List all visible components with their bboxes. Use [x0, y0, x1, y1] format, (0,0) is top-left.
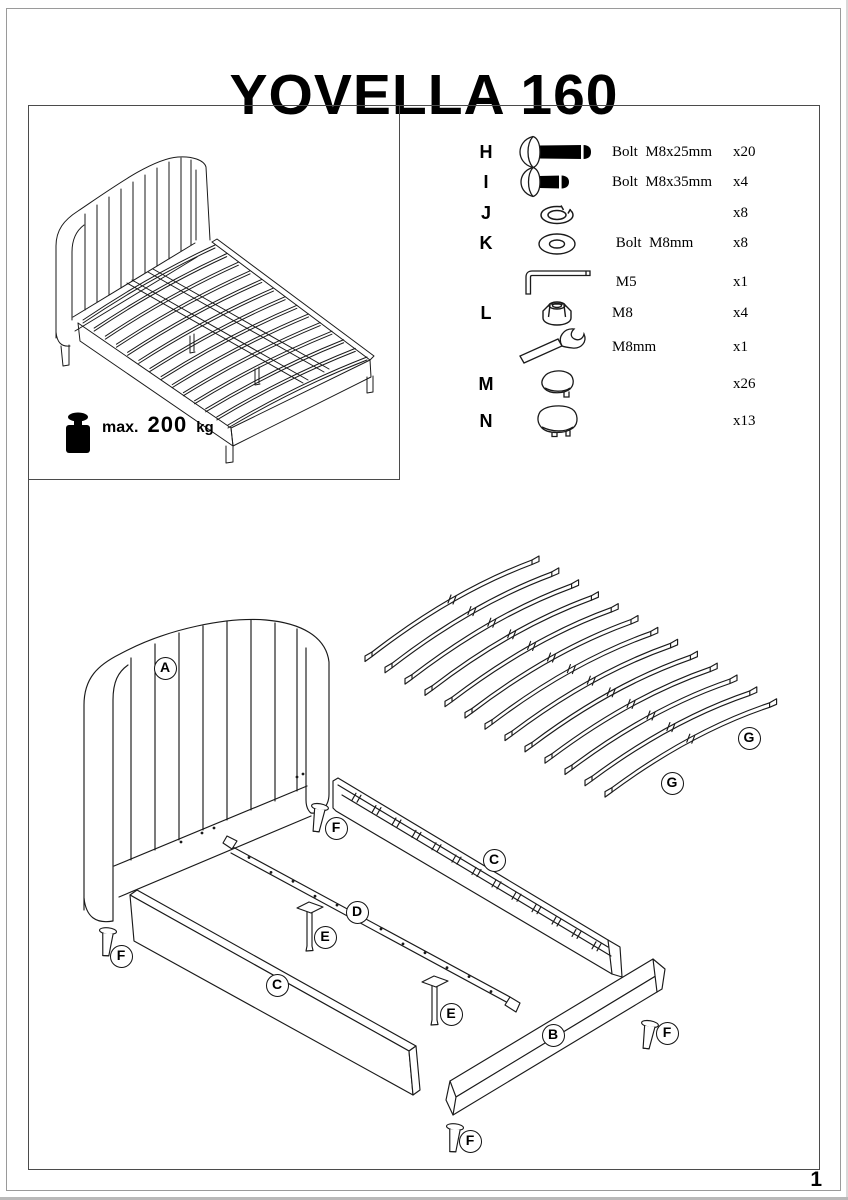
cap-small-icon	[512, 364, 602, 404]
hardware-row	[430, 265, 822, 299]
diagram-label-D: D	[346, 901, 369, 924]
diagram-label-B: B	[542, 1024, 565, 1047]
diagram-label-E: E	[314, 926, 337, 949]
part-letter: H	[479, 142, 493, 162]
hardware-row	[430, 196, 822, 230]
part-quantity: x4	[733, 174, 748, 190]
hardware-row	[430, 135, 822, 169]
hardware-row	[430, 330, 822, 364]
max-load-prefix: max.	[102, 419, 139, 436]
part-quantity: x8	[733, 235, 748, 251]
diagram-label-F: F	[110, 945, 133, 968]
max-load-unit: kg	[196, 419, 214, 436]
part-quantity: x8	[733, 205, 748, 221]
part-quantity: x26	[733, 376, 756, 392]
page-number: 1	[810, 1168, 822, 1191]
diagram-label-F: F	[325, 817, 348, 840]
hardware-row	[430, 226, 822, 260]
hardware-row	[430, 296, 822, 330]
part-description: M5	[612, 274, 637, 290]
part-letter: I	[483, 172, 489, 192]
part-letter: N	[479, 411, 493, 431]
hardware-row	[430, 404, 822, 438]
slats-part	[365, 556, 777, 797]
hardware-list	[430, 105, 822, 480]
part-description: Bolt M8mm	[612, 235, 694, 251]
part-quantity: x13	[733, 413, 756, 429]
part-quantity: x1	[733, 274, 748, 290]
diagram-label-C: C	[266, 974, 289, 997]
diagram-label-A: A	[154, 657, 177, 680]
diagram-label-F: F	[656, 1022, 679, 1045]
wrench-icon	[512, 327, 602, 367]
part-quantity: x20	[733, 144, 756, 160]
part-letter: M	[478, 374, 494, 394]
diagram-label-F: F	[459, 1130, 482, 1153]
page-title: YOVELLA 160	[229, 63, 619, 128]
diagram-label-G: G	[661, 772, 684, 795]
max-load-mark	[62, 412, 214, 454]
part-quantity: x4	[733, 305, 748, 321]
diagram-label-G: G	[738, 727, 761, 750]
part-description: M8	[612, 305, 633, 321]
max-load-value: 200	[147, 412, 188, 437]
diagram-label-E: E	[440, 1003, 463, 1026]
part-quantity: x1	[733, 339, 748, 355]
diagram-label-C: C	[483, 849, 506, 872]
hardware-row	[430, 367, 822, 401]
flat-washer-icon	[512, 223, 602, 263]
part-description: Bolt M8x25mm	[612, 144, 713, 160]
part-letter: J	[480, 203, 491, 223]
weight-icon	[62, 412, 94, 454]
headboard-part	[84, 620, 329, 922]
cap-large-icon	[512, 401, 602, 441]
part-description: M8mm	[612, 339, 657, 355]
part-letter: K	[479, 233, 493, 253]
hardware-row	[430, 165, 822, 199]
part-description: Bolt M8x35mm	[612, 174, 713, 190]
part-letter: L	[480, 303, 492, 323]
